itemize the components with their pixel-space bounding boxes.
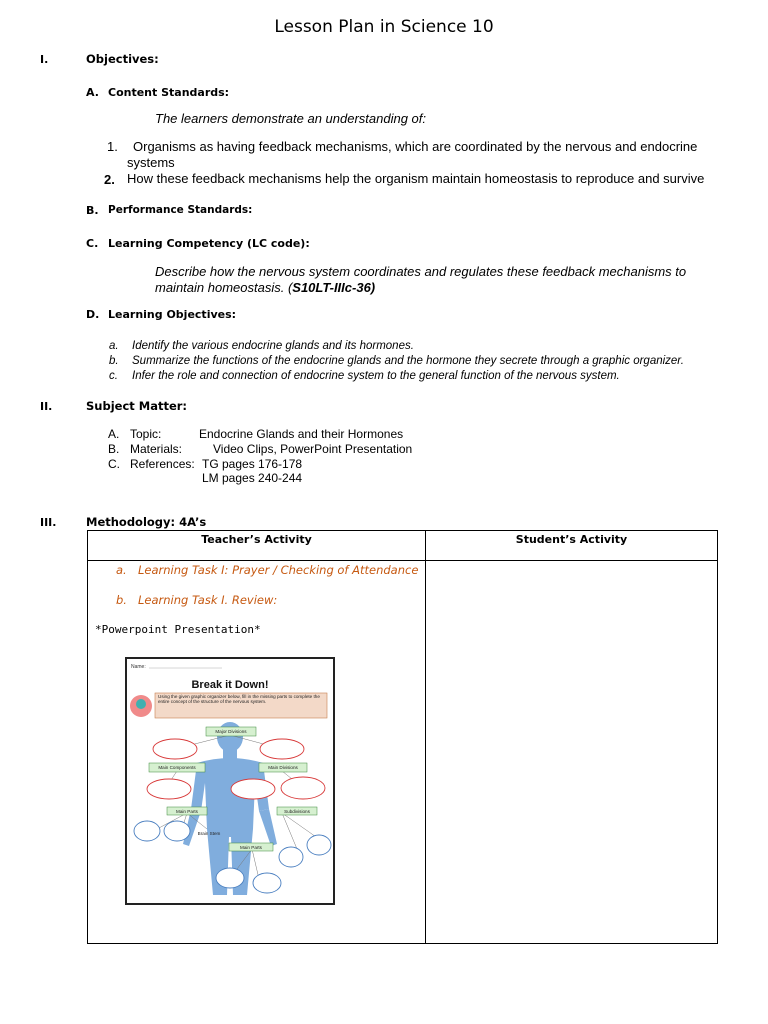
blank-ellipse-red: [231, 779, 275, 799]
section-title-subject-matter: Subject Matter:: [86, 399, 188, 413]
objective-letter: a.: [109, 340, 119, 352]
subsection-title-learning-objectives: Learning Objectives:: [108, 308, 237, 321]
student-activity-cell: [426, 561, 718, 944]
competency-text-line2: maintain homeostasis. (S10LT-IIIc-36): [155, 280, 376, 295]
section-number: III.: [40, 516, 57, 529]
blank-ellipse-red: [153, 739, 197, 759]
brain-icon: [136, 699, 146, 709]
content-standard-item-cont: systems: [127, 155, 175, 170]
objective-letter: b.: [109, 355, 119, 367]
blank-ellipse-blue: [216, 868, 244, 888]
subsection-title-content-standards: Content Standards:: [108, 86, 230, 99]
learning-task-item: Learning Task I. Review:: [138, 593, 278, 607]
column-header-teacher: Teacher’s Activity: [88, 531, 426, 561]
subject-topic: Endocrine Glands and their Hormones: [199, 427, 404, 441]
section-number: II.: [40, 400, 53, 413]
list-number: 1.: [107, 139, 118, 154]
blank-ellipse-blue: [164, 821, 190, 841]
objective-item: Identify the various endocrine glands and its hormones.: [132, 340, 414, 352]
subject-label: Topic:: [130, 427, 162, 441]
subsection-letter: B.: [86, 204, 99, 217]
objective-item: Infer the role and connection of endocrine system to the general function of the nervous system.: [132, 370, 620, 382]
subsection-letter: A.: [86, 86, 99, 99]
slide-title: Break it Down!: [191, 679, 269, 691]
powerpoint-label: *Powerpoint Presentation*: [95, 623, 261, 636]
label-brain-stem: Brain Stem: [197, 831, 221, 836]
subsection-letter: C.: [86, 237, 99, 250]
blank-ellipse-red: [281, 777, 325, 799]
list-number: 2.: [104, 172, 115, 187]
label-main-parts: Main Parts: [176, 809, 198, 814]
slide-name-label: Name:: [131, 664, 146, 670]
label-main-parts-2: Main Parts: [240, 845, 262, 850]
subject-materials: Video Clips, PowerPoint Presentation: [213, 442, 413, 456]
section-title-methodology: Methodology: 4A’s: [86, 515, 207, 529]
subject-letter: B.: [108, 442, 120, 456]
objective-letter: c.: [109, 370, 118, 382]
blank-ellipse-red: [147, 779, 191, 799]
subject-references: TG pages 176-178: [202, 457, 303, 471]
blank-ellipse-red: [260, 739, 304, 759]
learning-task-item: Learning Task I: Prayer / Checking of Attendance: [138, 563, 419, 577]
blank-ellipse-blue: [307, 835, 331, 855]
label-main-components: Main Components: [158, 765, 196, 770]
teacher-activity-cell: [88, 561, 426, 944]
content-standards-intro: The learners demonstrate an understanding of:: [155, 111, 427, 126]
subject-label: References:: [130, 457, 195, 471]
subject-letter: A.: [108, 427, 120, 441]
blank-ellipse-blue: [279, 847, 303, 867]
subject-references-2: LM pages 240-244: [202, 471, 303, 485]
subject-letter: C.: [108, 457, 120, 471]
graphic-organizer-diagram: [127, 659, 333, 903]
section-number: I.: [40, 53, 49, 66]
task-letter: b.: [116, 593, 127, 607]
content-standard-item: How these feedback mechanisms help the organism maintain homeostasis to reproduce and survive: [127, 171, 705, 186]
subject-label: Materials:: [130, 442, 183, 456]
slide-instruction: Using the given graphic organizer below, fill in the missing parts to complete the entire concept of the structure of the nervous system.: [158, 694, 320, 705]
activity-table: [87, 530, 718, 944]
blank-ellipse-blue: [134, 821, 160, 841]
slide-thumbnail: [125, 657, 335, 905]
label-subdivisions: Subdivisions: [284, 809, 310, 814]
task-letter: a.: [116, 563, 127, 577]
label-major-divisions: Major Divisions: [215, 729, 247, 734]
instruction-text-container: [158, 694, 325, 718]
page-title: Lesson Plan in Science 10: [274, 17, 494, 37]
subsection-letter: D.: [86, 308, 100, 321]
subsection-title-learning-competency: Learning Competency (LC code):: [108, 237, 310, 250]
objective-item: Summarize the functions of the endocrine glands and the hormone they secrete through a graphic organizer.: [132, 355, 684, 367]
column-header-student: Student’s Activity: [426, 531, 718, 561]
subsection-title-performance-standards: Performance Standards:: [108, 204, 253, 216]
lc-code: S10LT-IIIc-36): [292, 280, 376, 295]
competency-text: Describe how the nervous system coordinates and regulates these feedback mechanisms to: [155, 264, 687, 279]
label-main-divisions: Main Divisions: [268, 765, 298, 770]
content-standard-item: Organisms as having feedback mechanisms, which are coordinated by the nervous and endocrine: [133, 139, 698, 154]
blank-ellipse-blue: [253, 873, 281, 893]
section-title-objectives: Objectives:: [86, 52, 159, 66]
